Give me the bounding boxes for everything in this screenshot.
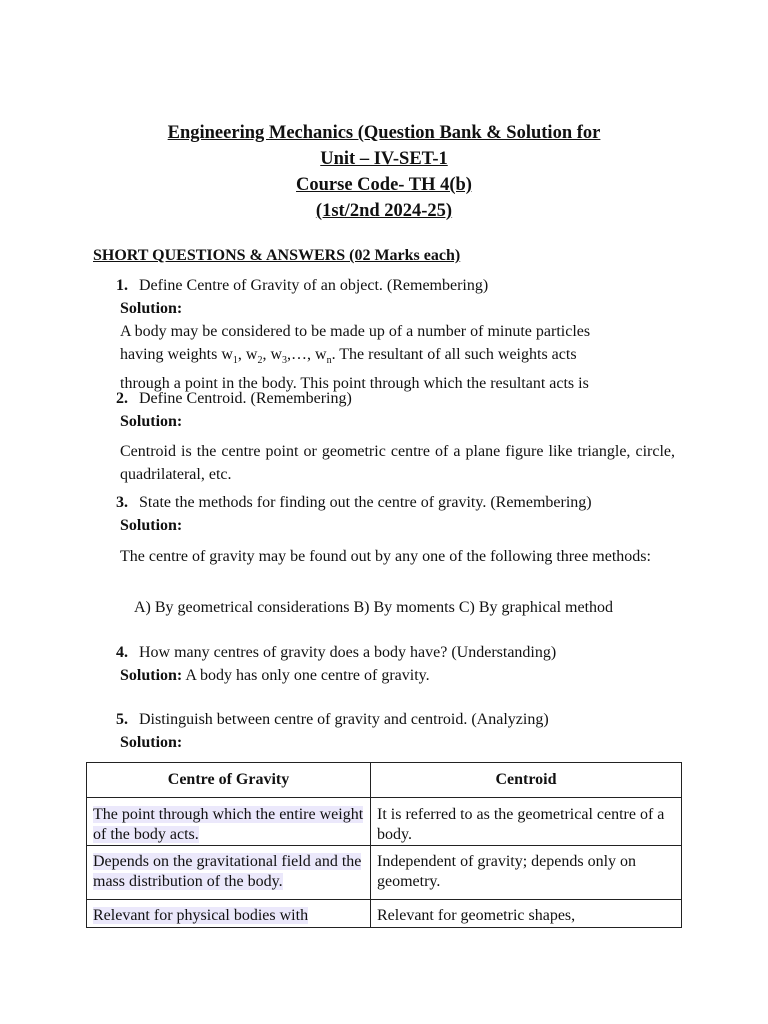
table-cell [87, 846, 371, 900]
question-text: How many centres of gravity does a body have? (Understanding) [139, 644, 557, 661]
table-row [87, 798, 682, 846]
answer-4 [120, 665, 430, 687]
solution-label: Solution: [120, 300, 183, 317]
table-cell [87, 798, 371, 846]
highlighted-text: Depends on the gravitational field and the mass distribution of the body. [93, 853, 362, 890]
question-text: Define Centre of Gravity of an object. (Remembering) [139, 277, 489, 294]
table-row [87, 846, 682, 900]
solution-label: Solution: [120, 734, 183, 751]
question-1 [116, 275, 488, 297]
doc-title-line-1: Engineering Mechanics (Question Bank & Solution for [167, 123, 601, 143]
answer-1-line-1: A body may be considered to be made up of a number of minute particles [120, 323, 591, 340]
question-5 [116, 709, 549, 731]
solution-label: Solution: [120, 517, 183, 534]
table-cell: Relevant for geometric shapes, [371, 900, 682, 928]
table-cell [87, 900, 371, 928]
doc-title-course-code: Course Code- TH 4(b) [296, 175, 472, 195]
question-number: 4. [116, 644, 128, 661]
question-text: State the methods for finding out the centre of gravity. (Remembering) [139, 494, 592, 511]
question-number: 5. [116, 711, 128, 728]
solution-label: Solution: [120, 413, 183, 430]
methods-list: A) By geometrical considerations B) By moments C) By graphical method [134, 599, 614, 616]
highlighted-text: The point through which the entire weight of the body acts. [93, 806, 364, 843]
solution-label: Solution: [120, 667, 183, 684]
table-row [87, 900, 682, 928]
highlighted-text: Relevant for physical bodies with [93, 907, 309, 924]
comparison-table [86, 762, 682, 928]
question-2 [116, 388, 352, 410]
question-number: 2. [116, 390, 128, 407]
table-header-row [87, 763, 682, 798]
question-3 [116, 492, 592, 514]
table-header-centre-of-gravity: Centre of Gravity [87, 763, 371, 798]
table-header-centroid: Centroid [371, 763, 682, 798]
question-number: 3. [116, 494, 128, 511]
question-text: Distinguish between centre of gravity and centroid. (Analyzing) [139, 711, 549, 728]
answer-1-line-2: having weights $w_1$, $w_2$, $w_3,\dots$, $w_n$. The resultant of all such weights acts [120, 346, 577, 367]
doc-title-session: (1st/2nd 2024-25) [315, 201, 453, 221]
section-heading: SHORT QUESTIONS & ANSWERS (02 Marks each) [93, 247, 461, 264]
question-text: Define Centroid. (Remembering) [139, 390, 352, 407]
answer-4-text: A body has only one centre of gravity. [185, 667, 430, 684]
answer-3: The centre of gravity may be found out by any one of the following three methods: [120, 548, 651, 565]
table-cell: Independent of gravity; depends only on geometry. [371, 846, 682, 900]
question-4 [116, 642, 556, 664]
doc-title-line-2: Unit – IV-SET-1 [320, 149, 448, 169]
answer-1-line-3: through a point in the body. This point through which the resultant acts is [120, 375, 589, 393]
answer-1 [120, 320, 675, 395]
answer-2: Centroid is the centre point or geometric centre of a plane figure like triangle, circle, quadrilateral, etc. [120, 443, 675, 483]
question-number: 1. [116, 277, 128, 294]
table-cell: It is referred to as the geometrical centre of a body. [371, 798, 682, 846]
